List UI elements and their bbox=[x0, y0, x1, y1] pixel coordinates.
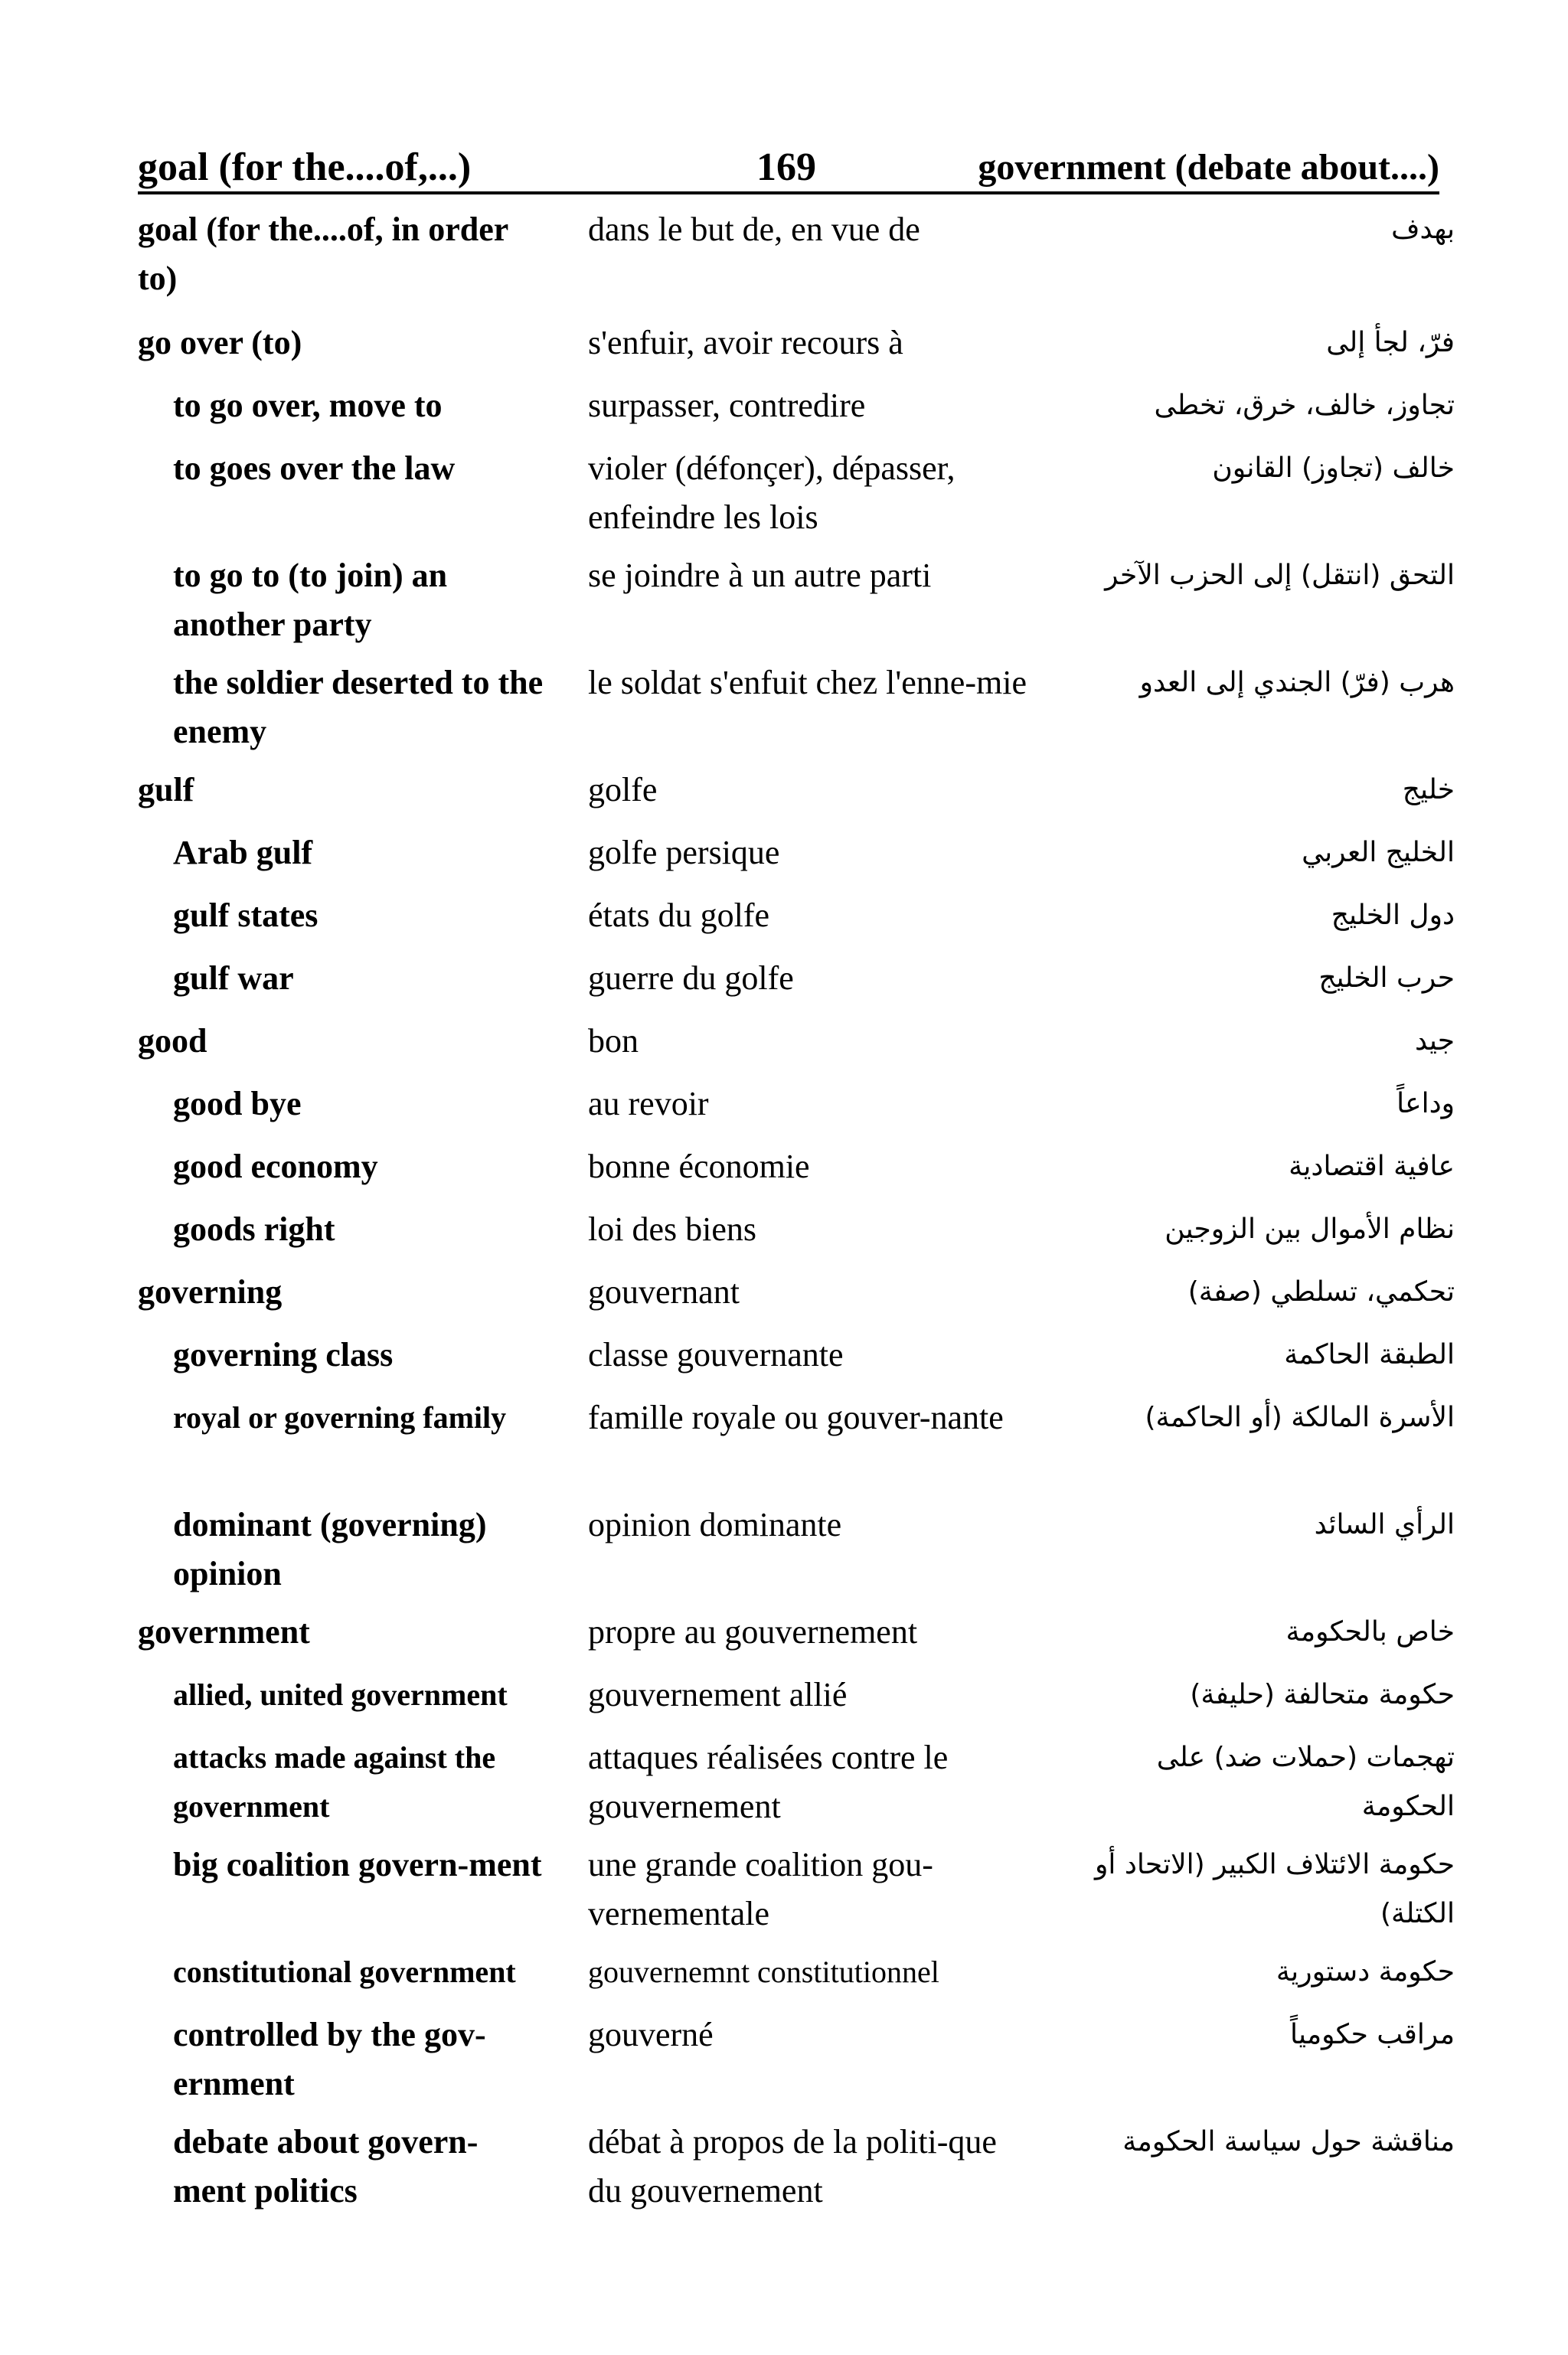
arabic-translation: خليج bbox=[1402, 774, 1455, 805]
arabic-translation: جيد bbox=[1414, 1025, 1455, 1057]
english-term: gulf war bbox=[173, 959, 294, 997]
english-term: good bbox=[138, 1022, 207, 1060]
arabic-translation: الطبقة الحاكمة bbox=[1284, 1339, 1455, 1370]
english-term: to goes over the law bbox=[173, 449, 456, 487]
running-head bbox=[138, 138, 1439, 194]
french-translation: opinion dominante bbox=[588, 1506, 842, 1543]
arabic-translation: تحكمي، تسلطي (صفة) bbox=[1187, 1276, 1455, 1308]
english-term: attacks made against the government bbox=[173, 1740, 496, 1824]
english-term: debate about govern-ment politics bbox=[173, 2123, 479, 2210]
english-term: goods right bbox=[173, 1210, 335, 1248]
english-term: governing class bbox=[173, 1336, 394, 1373]
english-term: dominant (governing) opinion bbox=[173, 1506, 487, 1592]
french-translation: au revoir bbox=[588, 1085, 709, 1122]
arabic-translation: بهدف bbox=[1391, 214, 1455, 245]
english-term: go over (to) bbox=[138, 324, 302, 361]
english-term: gulf bbox=[138, 771, 194, 808]
arabic-translation: خاص بالحكومة bbox=[1285, 1616, 1455, 1648]
french-translation: bon bbox=[588, 1022, 639, 1060]
arabic-translation: تجاوز، خالف، خرق، تخطى bbox=[1154, 390, 1455, 421]
arabic-translation: عافية اقتصادية bbox=[1289, 1151, 1455, 1182]
english-term: good economy bbox=[173, 1148, 378, 1185]
french-translation: gouvernement allié bbox=[588, 1676, 848, 1713]
french-translation: golfe bbox=[588, 771, 658, 808]
english-term: to go over, move to bbox=[173, 387, 443, 424]
header-first-entry: goal (for the....of,...) bbox=[138, 145, 472, 189]
english-term: gulf states bbox=[173, 897, 318, 934]
french-translation: bonne économie bbox=[588, 1148, 810, 1185]
arabic-translation: حكومة متحالفة (حليفة) bbox=[1190, 1679, 1455, 1710]
arabic-translation: دول الخليج bbox=[1331, 900, 1455, 931]
english-term: constitutional government bbox=[173, 1955, 516, 1989]
header-last-entry: government (debate about....) bbox=[978, 147, 1439, 188]
arabic-translation: حكومة دستورية bbox=[1276, 1956, 1455, 1988]
french-translation: guerre du golfe bbox=[588, 959, 794, 997]
arabic-translation: تهجمات (حملات ضد) على الحكومة bbox=[1156, 1742, 1455, 1822]
french-translation: se joindre à un autre parti bbox=[588, 557, 932, 594]
english-term: goal (for the....of, in order to) bbox=[138, 211, 508, 297]
english-term: allied, united government bbox=[173, 1677, 508, 1712]
french-translation: le soldat s'enfuit chez l'enne-mie bbox=[588, 664, 1027, 701]
arabic-translation: مناقشة حول سياسة الحكومة bbox=[1122, 2126, 1455, 2157]
arabic-translation: مراقب حكومياً bbox=[1290, 2019, 1455, 2050]
arabic-translation: وداعاً bbox=[1396, 1088, 1455, 1119]
arabic-translation: الأسرة المالكة (أو الحاكمة) bbox=[1145, 1402, 1455, 1433]
arabic-translation: الخليج العربي bbox=[1302, 837, 1455, 868]
arabic-translation: فرّ، لجأ إلى bbox=[1326, 327, 1455, 358]
english-term: good bye bbox=[173, 1085, 302, 1122]
arabic-translation: حرب الخليج bbox=[1318, 962, 1455, 994]
french-translation: famille royale ou gouver-nante bbox=[588, 1399, 1004, 1436]
french-translation: gouvernemnt constitutionnel bbox=[588, 1955, 939, 1989]
english-term: to go to (to join) an another party bbox=[173, 557, 448, 643]
arabic-translation: التحق (انتقل) إلى الحزب الآخر bbox=[1105, 560, 1455, 591]
french-translation: loi des biens bbox=[588, 1210, 756, 1248]
english-term: royal or governing family bbox=[173, 1400, 507, 1435]
french-translation: gouverné bbox=[588, 2016, 714, 2053]
arabic-translation: نظام الأموال بين الزوجين bbox=[1165, 1213, 1455, 1245]
french-translation: dans le but de, en vue de bbox=[588, 211, 920, 248]
english-term: the soldier deserted to the enemy bbox=[173, 664, 544, 750]
arabic-translation: خالف (تجاوز) القانون bbox=[1212, 452, 1455, 484]
arabic-translation: هرب (فرّ) الجندي إلى العدو bbox=[1139, 667, 1455, 698]
french-translation: propre au gouvernement bbox=[588, 1613, 918, 1651]
page-number: 169 bbox=[756, 145, 816, 189]
french-translation: golfe persique bbox=[588, 834, 780, 871]
french-translation: attaques réalisées contre le gouvernement bbox=[588, 1739, 949, 1825]
french-translation: s'enfuir, avoir recours à bbox=[588, 324, 903, 361]
english-term: big coalition govern-ment bbox=[173, 1846, 542, 1883]
arabic-translation: حكومة الائتلاف الكبير (الاتحاد أو الكتلة) bbox=[1095, 1849, 1455, 1929]
french-translation: états du golfe bbox=[588, 897, 770, 934]
english-term: controlled by the gov-ernment bbox=[173, 2016, 486, 2102]
english-term: Arab gulf bbox=[173, 834, 313, 871]
french-translation: gouvernant bbox=[588, 1273, 740, 1311]
french-translation: surpasser, contredire bbox=[588, 387, 866, 424]
english-term: government bbox=[138, 1613, 310, 1651]
french-translation: une grande coalition gou-vernementale bbox=[588, 1846, 933, 1932]
arabic-translation: الرأي السائد bbox=[1314, 1509, 1455, 1540]
french-translation: violer (défonçer), dépasser, enfeindre les lois bbox=[588, 449, 956, 536]
english-term: governing bbox=[138, 1273, 283, 1311]
french-translation: débat à propos de la politi-que du gouvernement bbox=[588, 2123, 997, 2210]
french-translation: classe gouvernante bbox=[588, 1336, 844, 1373]
